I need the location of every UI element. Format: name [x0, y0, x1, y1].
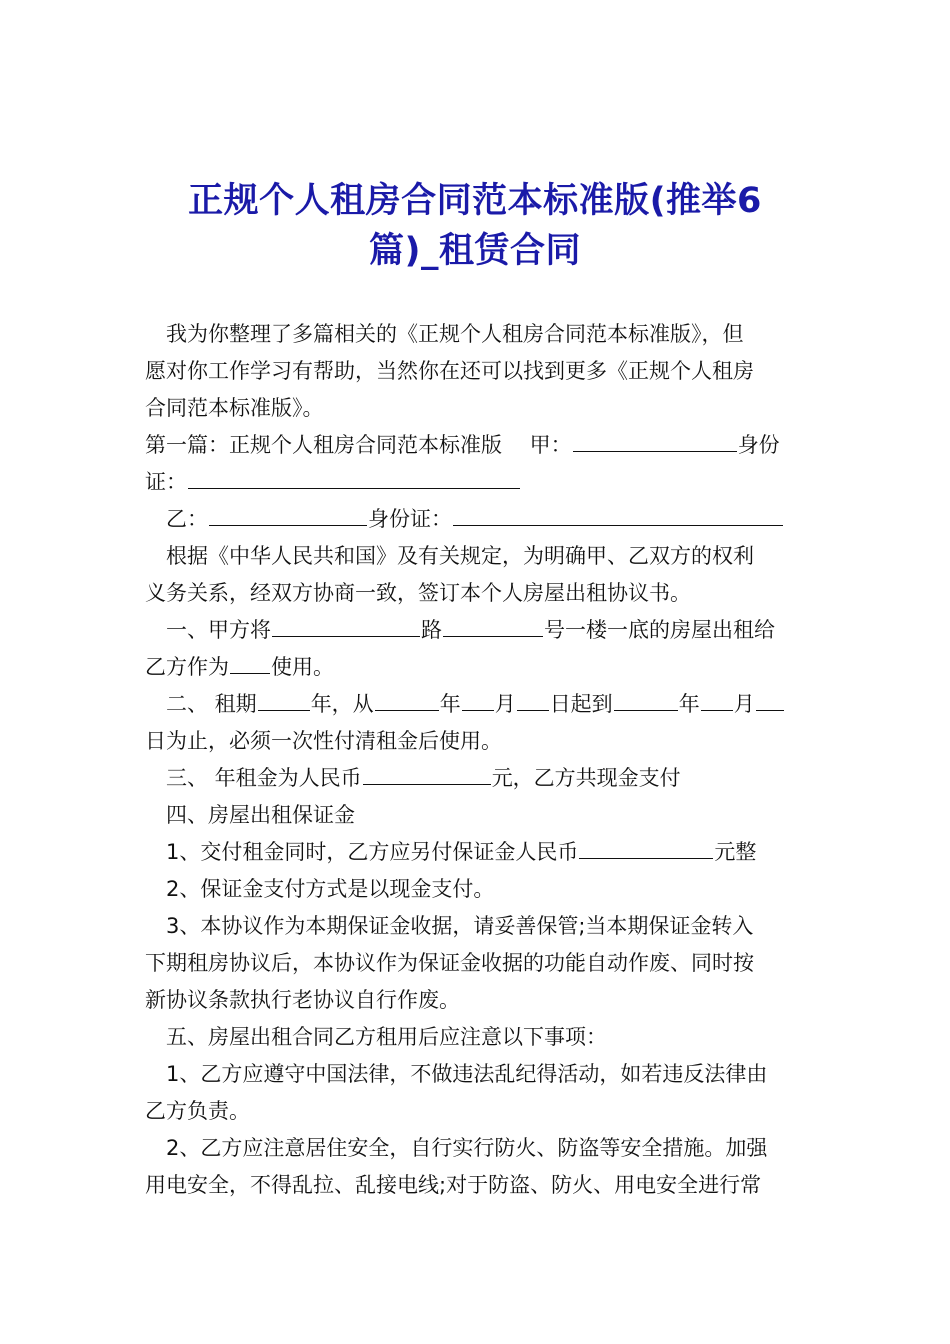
article-4-3-line: 新协议条款执行老协议自行作废。 — [145, 988, 460, 1012]
start-day-blank — [517, 686, 549, 711]
article-1-line — [145, 649, 807, 686]
article-2-from: 年，从 — [310, 692, 374, 716]
article-5-heading: 五、房屋出租合同乙方租用后应注意以下事项： — [166, 1025, 607, 1049]
article-4-2-line: 2、保证金支付方式是以现金支付。 — [166, 877, 495, 901]
article-3-line — [145, 760, 807, 797]
party-b-id-blank — [453, 501, 783, 526]
article-4-3-line: 下期租房协议后，本协议作为保证金收据的功能自动作废、同时按 — [145, 951, 754, 975]
basis-line: 义务关系，经双方协商一致，签订本个人房屋出租协议书。 — [145, 581, 691, 605]
article-5-2-line: 2、乙方应注意居住安全，自行实行防火、防盗等安全措施。加强 — [166, 1136, 768, 1160]
party-a-blank — [573, 427, 737, 452]
chapter1-heading — [145, 427, 807, 501]
article-2-to: 日起到 — [549, 692, 613, 716]
article-1-use: 乙方作为 — [145, 655, 229, 679]
article-5-2-line: 用电安全，不得乱拉、乱接电线;对于防盗、防火、用电安全进行常 — [145, 1173, 762, 1197]
document-body — [145, 316, 807, 1204]
article-4-1-unit: 元整 — [714, 840, 757, 864]
article-1-text: 一、甲方将 — [166, 618, 271, 642]
end-day-blank — [756, 686, 784, 711]
article-5 — [145, 1019, 807, 1056]
usage-blank — [230, 649, 270, 674]
party-b-label: 乙： — [166, 507, 208, 531]
party-b-id-label: 身份证： — [368, 507, 452, 531]
intro-line: 我为你整理了多篇相关的《正规个人租房合同范本标准版》，但 — [166, 322, 744, 346]
party-b-blank — [209, 501, 367, 526]
article-2 — [145, 686, 807, 760]
party-b-line — [145, 501, 807, 538]
article-4-2 — [145, 871, 807, 908]
article-1-line — [145, 612, 807, 649]
chapter1-line — [145, 427, 807, 464]
article-5-1-line: 乙方负责。 — [145, 1099, 250, 1123]
start-month-blank — [462, 686, 494, 711]
article-2-line — [145, 686, 807, 723]
article-4 — [145, 797, 807, 834]
article-1 — [145, 612, 807, 686]
term-years-blank — [258, 686, 310, 711]
number-blank — [443, 612, 543, 637]
article-3-text-2: 元，乙方共现金支付 — [491, 766, 681, 790]
article-2-line: 日为止，必须一次性付清租金后使用。 — [145, 729, 502, 753]
article-2-year: 年 — [439, 692, 461, 716]
article-5-1 — [145, 1056, 807, 1130]
article-1-text-2: 号一楼一底的房屋出租给 — [544, 618, 775, 642]
article-2-year-2: 年 — [678, 692, 700, 716]
intro-paragraph — [145, 316, 807, 427]
end-month-blank — [701, 686, 733, 711]
document-title — [120, 176, 830, 276]
road-blank — [272, 612, 420, 637]
article-4-1-text: 1、交付租金同时，乙方应另付保证金人民币 — [166, 840, 579, 864]
article-5-1-line: 1、乙方应遵守中国法律，不做违法乱纪得活动，如若违反法律由 — [166, 1062, 768, 1086]
article-5-2 — [145, 1130, 807, 1204]
article-2-month: 月 — [494, 692, 516, 716]
article-2-month-2: 月 — [733, 692, 755, 716]
title-line-2: 篇)_租赁合同 — [369, 231, 581, 271]
annual-rent-blank — [363, 760, 491, 785]
article-4-3-line: 3、本协议作为本期保证金收据，请妥善保管;当本期保证金转入 — [166, 914, 754, 938]
article-3-text: 三、 年租金为人民币 — [166, 766, 362, 790]
article-1-road: 路 — [421, 618, 442, 642]
basis-line: 根据《中华人民共和国》及有关规定，为明确甲、乙双方的权利 — [166, 544, 754, 568]
start-year-blank — [375, 686, 439, 711]
deposit-amount-blank — [579, 834, 713, 859]
article-1-use-end: 使用。 — [271, 655, 334, 679]
article-3 — [145, 760, 807, 797]
chapter1-id-label: 身份 — [737, 433, 780, 457]
end-year-blank — [614, 686, 678, 711]
intro-line: 愿对你工作学习有帮助，当然你在还可以找到更多《正规个人租房 — [145, 359, 754, 383]
party-a-id-blank — [188, 464, 520, 489]
chapter1-text: 第一篇：正规个人租房合同范本标准版 甲： — [145, 433, 572, 457]
article-2-text: 二、 租期 — [166, 692, 257, 716]
chapter1-id-label-cont: 证： — [145, 470, 187, 494]
article-4-1 — [145, 834, 807, 871]
basis-paragraph — [145, 538, 807, 612]
article-4-heading: 四、房屋出租保证金 — [166, 803, 355, 827]
party-b-row — [145, 501, 807, 538]
article-4-1-line — [145, 834, 807, 871]
chapter1-line — [145, 464, 807, 501]
title-line-1: 正规个人租房合同范本标准版(推举6 — [188, 181, 762, 221]
article-4-3 — [145, 908, 807, 1019]
intro-line: 合同范本标准版》。 — [145, 396, 324, 420]
